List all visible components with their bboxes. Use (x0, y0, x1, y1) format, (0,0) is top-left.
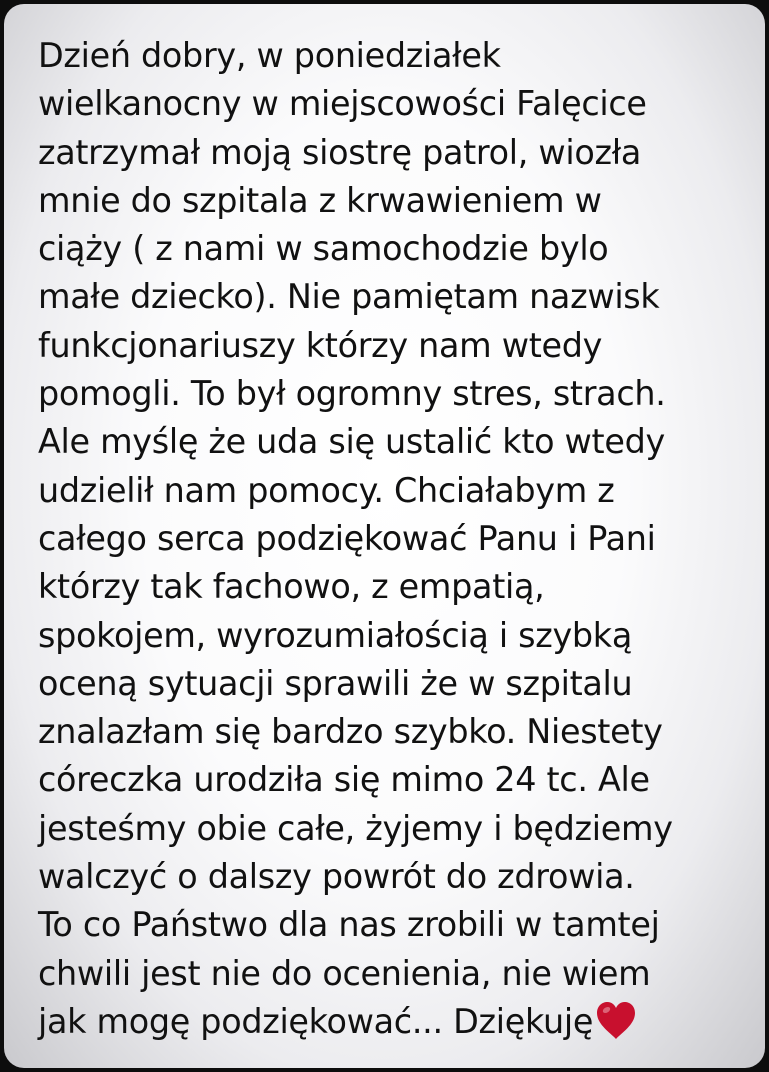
message-line: funkcjonariuszy którzy nam wtedy (38, 325, 603, 365)
message-line: mnie do szpitala z krwawieniem w (38, 180, 602, 220)
message-line: którzy tak fachowo, z empatią, (38, 567, 545, 607)
message-line: To co Państwo dla nas zrobili w tamtej (38, 905, 660, 945)
message-text (38, 32, 753, 1046)
message-line: walczyć o dalszy powrót do zdrowia. (38, 857, 635, 897)
message-line: całego serca podziękować Panu i Pani (38, 518, 656, 558)
message-line: córeczka urodziła się mimo 24 tc. Ale (38, 760, 650, 800)
message-line: oceną sytuacji sprawili że w szpitalu (38, 663, 633, 703)
red-heart-icon (595, 1001, 637, 1041)
message-line: jak mogę podziękować... Dziękuję (38, 1001, 594, 1041)
message-line: zatrzymał moją siostrę patrol, wiozła (38, 132, 642, 172)
message-line: znalazłam się bardzo szybko. Niestety (38, 712, 663, 752)
message-line: chwili jest nie do ocenienia, nie wiem (38, 953, 651, 993)
message-line: jesteśmy obie całe, żyjemy i będziemy (38, 808, 673, 848)
message-line: Ale myślę że uda się ustalić kto wtedy (38, 422, 665, 462)
message-line: Dzień dobry, w poniedziałek (38, 36, 501, 75)
message-line-last (38, 998, 753, 1046)
message-line: wielkanocny w miejscowości Falęcice (38, 84, 647, 124)
message-line: udzielił nam pomocy. Chciałabym z (38, 470, 615, 510)
message-line: małe dziecko). Nie pamiętam nazwisk (38, 277, 660, 317)
message-line: ciąży ( z nami w samochodzie bylo (38, 229, 609, 269)
message-line: pomogli. To był ogromny stres, strach. (38, 374, 666, 414)
message-line: spokojem, wyrozumiałością i szybką (38, 615, 633, 655)
message-card (4, 4, 765, 1068)
